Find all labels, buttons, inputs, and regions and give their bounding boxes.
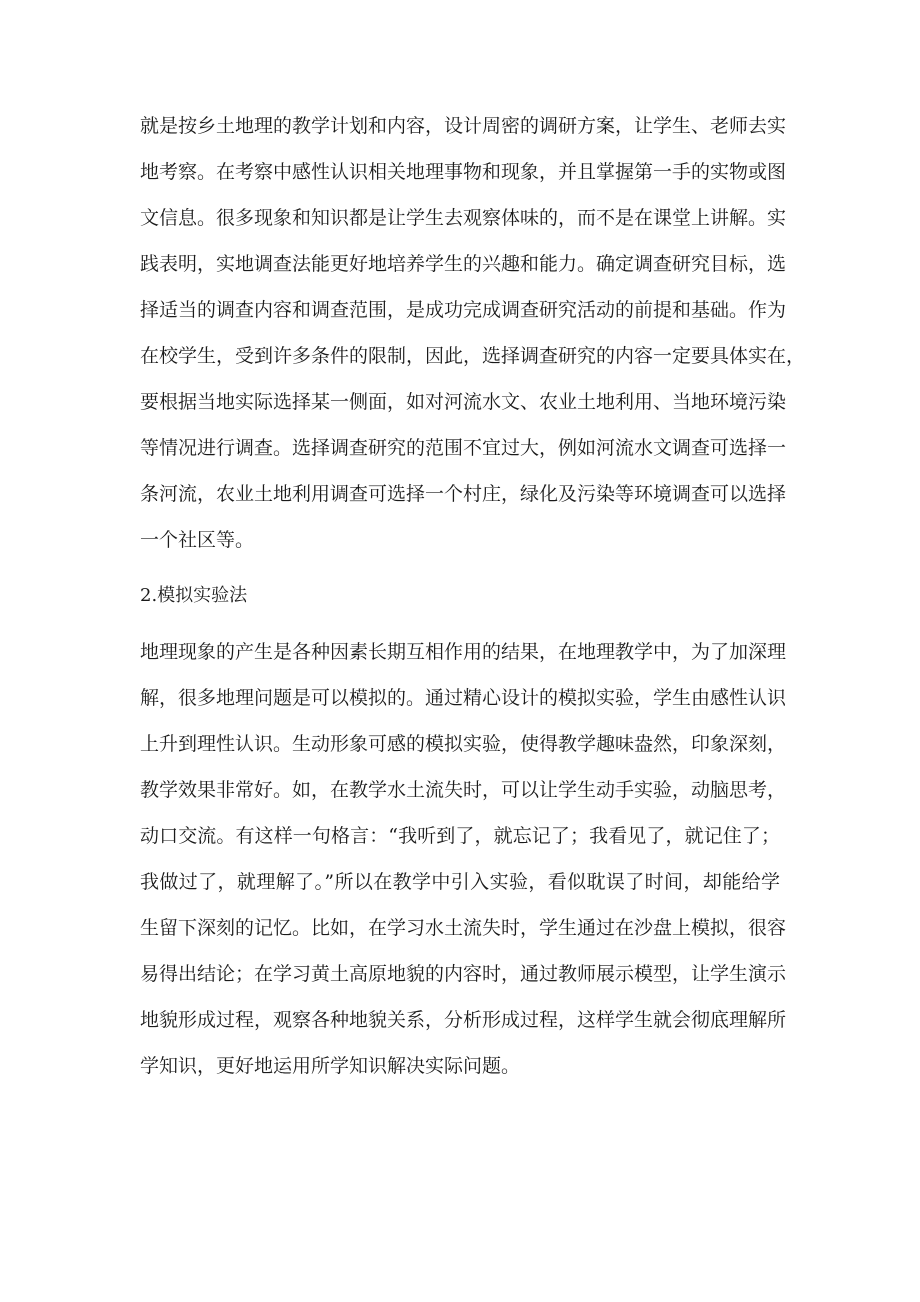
text-line: 易得出结论；在学习黄土高原地貌的内容时，通过教师展示模型，让学生演示 [140, 963, 787, 985]
text-line: 条河流，农业土地利用调查可选择一个村庄，绿化及污染等环境调查可以选择 [140, 483, 787, 505]
text-line: 上升到理性认识。生动形象可感的模拟实验，使得教学趣味盎然，印象深刻， [140, 733, 787, 755]
text-line: 择适当的调查内容和调查范围，是成功完成调查研究活动的前提和基础。作为 [140, 299, 787, 321]
text-line: 地考察。在考察中感性认识相关地理事物和现象，并且掌握第一手的实物或图 [140, 161, 787, 183]
paragraph-field-survey [140, 103, 806, 563]
text-line: 学知识，更好地运用所学知识解决实际问题。 [140, 1055, 521, 1077]
text-line: 动口交流。有这样一句格言：“我听到了，就忘记了；我看见了，就记住了； [140, 825, 780, 847]
text-line: 要根据当地实际选择某一侧面，如对河流水文、农业土地利用、当地环境污染 [140, 391, 787, 413]
text-line: 文信息。很多现象和知识都是让学生去观察体味的，而不是在课堂上讲解。实 [140, 207, 787, 229]
text-line: 在校学生，受到许多条件的限制，因此，选择调查研究的内容一定要具体实在， [140, 345, 806, 367]
text-line: 教学效果非常好。如，在教学水土流失时，可以让学生动手实验，动脑思考， [140, 779, 787, 801]
text-line: 践表明，实地调查法能更好地培养学生的兴趣和能力。确定调查研究目标，选 [140, 253, 787, 275]
text-line: 地貌形成过程，观察各种地貌关系，分析形成过程，这样学生就会彻底理解所 [140, 1009, 787, 1031]
text-line: 就是按乡土地理的教学计划和内容，设计周密的调研方案，让学生、老师去实 [140, 115, 787, 137]
text-line: 地理现象的产生是各种因素长期互相作用的结果，在地理教学中，为了加深理 [140, 641, 787, 663]
text-line: 一个社区等。 [140, 529, 255, 551]
text-line: 解，很多地理问题是可以模拟的。通过精心设计的模拟实验，学生由感性认识 [140, 687, 787, 709]
document-body [140, 103, 806, 1089]
text-line: 我做过了，就理解了。”所以在教学中引入实验，看似耽误了时间，却能给学 [140, 871, 780, 893]
paragraph-simulation-experiment [140, 629, 787, 1089]
section-heading: 2.模拟实验法 [140, 585, 248, 606]
text-line: 等情况进行调查。选择调查研究的范围不宜过大，例如河流水文调查可选择一 [140, 437, 787, 459]
text-line: 生留下深刻的记忆。比如，在学习水土流失时，学生通过在沙盘上模拟，很容 [140, 917, 787, 939]
